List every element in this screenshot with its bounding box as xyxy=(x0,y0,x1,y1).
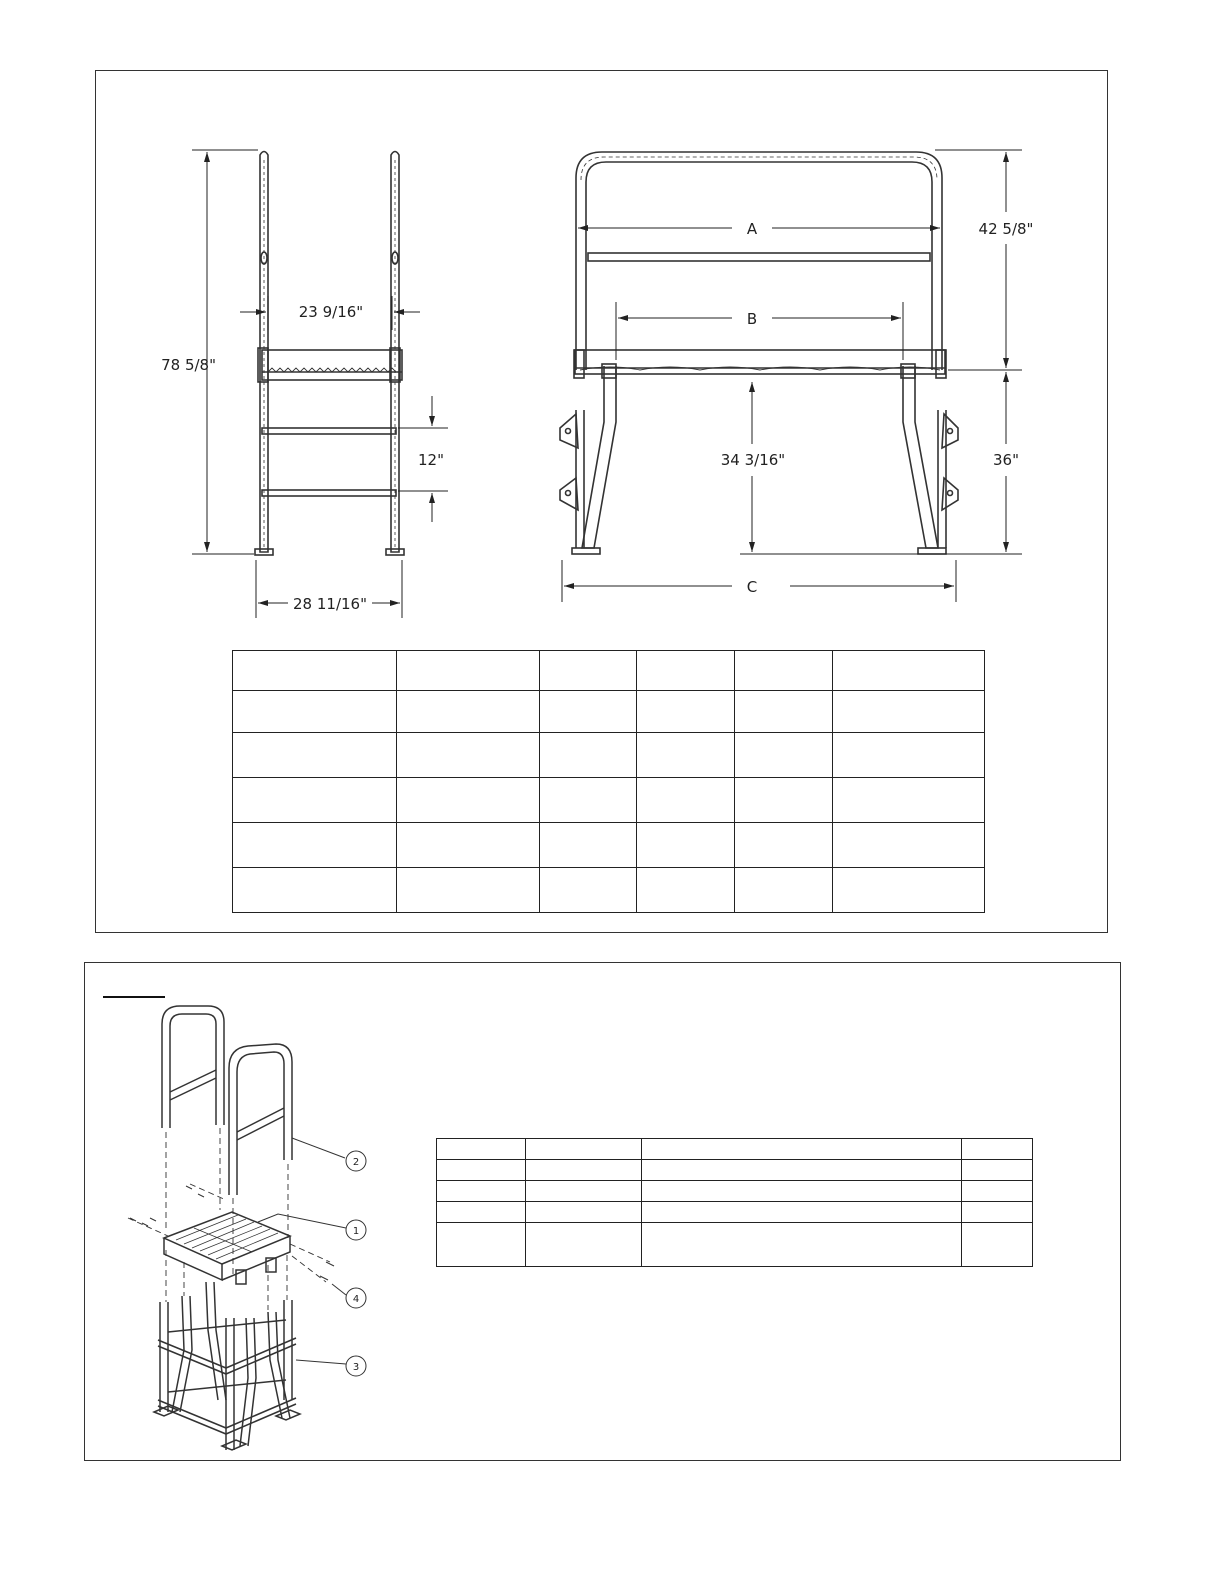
exploded-assembly-drawing xyxy=(128,1006,334,1450)
callout-2 xyxy=(346,1151,366,1171)
table-row xyxy=(437,1223,1033,1267)
dim-overall-height: 78 5/8" xyxy=(161,356,216,374)
callout-3 xyxy=(346,1356,366,1376)
dim-label-a: A xyxy=(746,220,758,238)
dim-base-width: 28 11/16" xyxy=(293,595,367,613)
callout-4 xyxy=(346,1288,366,1308)
dim-platform-height: 36" xyxy=(993,451,1019,469)
dim-step-spacing: 12" xyxy=(418,451,444,469)
table-row xyxy=(437,1181,1033,1202)
dim-label-c: C xyxy=(746,578,758,596)
table-row xyxy=(437,1202,1033,1223)
svg-text:3: 3 xyxy=(352,1362,360,1373)
callout-leaders xyxy=(258,1138,346,1364)
svg-text:2: 2 xyxy=(352,1157,360,1168)
svg-text:1: 1 xyxy=(352,1226,360,1237)
table-row xyxy=(437,1139,1033,1160)
svg-text:4: 4 xyxy=(352,1294,360,1305)
dim-inner-width: 23 9/16" xyxy=(298,303,364,321)
table-row xyxy=(437,1160,1033,1181)
dim-label-b: B xyxy=(746,310,758,328)
callout-1 xyxy=(346,1220,366,1240)
dim-handrail-height: 42 5/8" xyxy=(978,220,1034,238)
parts-table xyxy=(436,1138,1033,1267)
dim-leg-height: 34 3/16" xyxy=(720,451,786,469)
